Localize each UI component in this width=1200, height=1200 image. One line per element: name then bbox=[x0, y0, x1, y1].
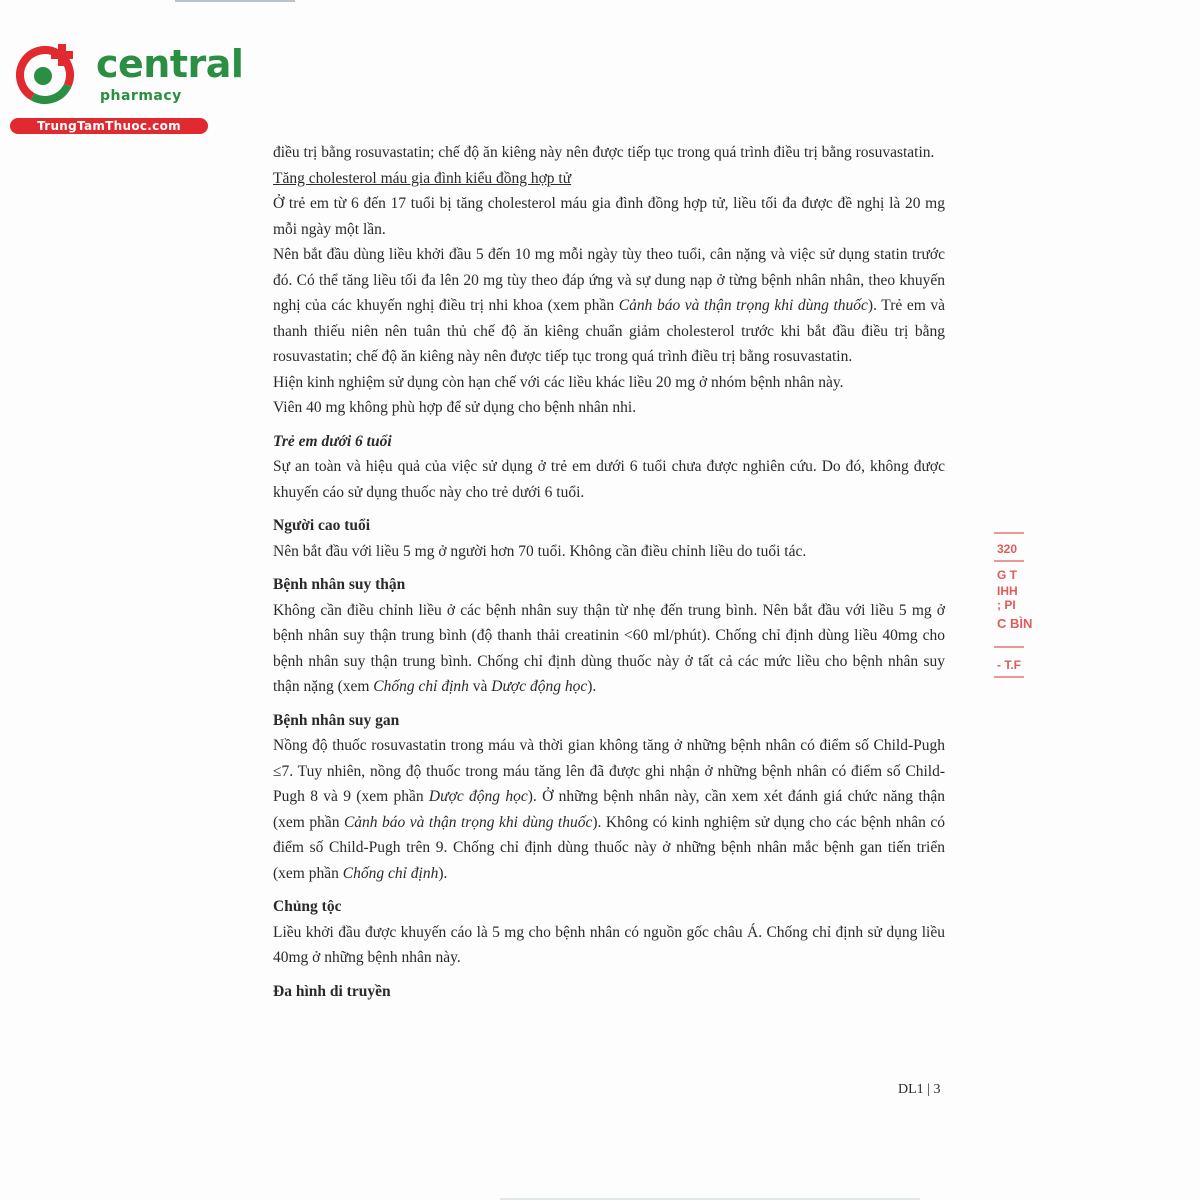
reference-contraindications: Chống chỉ định bbox=[342, 864, 439, 882]
reference-warnings: Cảnh báo và thận trọng khi dùng thuốc bbox=[618, 297, 868, 314]
paragraph-continuation: điều trị bằng rosuvastatin; chế độ ăn kiêng này nên được tiếp tục trong quá trình điều trị bằng rosuvastatin. bbox=[273, 144, 935, 161]
logo-brand-name: central bbox=[96, 42, 244, 86]
reference-warnings: Cảnh báo và thận trọng khi dùng thuốc bbox=[343, 813, 593, 831]
paragraph-renal-impairment: Không cần điều chỉnh liều ở các bệnh nhân suy thận từ nhẹ đến trung bình. Nên bắt đầu với liều 5 mg ở bệnh nhân suy thận trung bình (độ thanh thải creatinin <60 ml/phút). Chống chỉ định dùng liều 40mg cho bệnh nhân suy thận trung bình. Chống chỉ định dùng thuốc này ở tất cả các mức liều cho bệnh nhân suy thận nặng (xem Chống chỉ định và Dược động học). bbox=[273, 601, 945, 695]
paragraph-children-under-6: Sự an toàn và hiệu quả của việc sử dụng ở trẻ em dưới 6 tuổi chưa được nghiên cứu. Do đó, không được khuyến cáo sử dụng thuốc này cho trẻ dưới 6 tuổi. bbox=[273, 458, 945, 501]
scan-edge-top bbox=[175, 0, 295, 2]
paragraph-race: Liều khởi đầu được khuyến cáo là 5 mg cho bệnh nhân có nguồn gốc châu Á. Chống chỉ định sử dụng liều 40mg ở những bệnh nhân này. bbox=[273, 923, 945, 966]
paragraph-limited-experience: Hiện kinh nghiệm sử dụng còn hạn chế với các liều khác liều 20 mg ở nhóm bệnh nhân này. bbox=[273, 373, 844, 391]
red-stamp bbox=[994, 530, 1033, 680]
heading-race: Chủng tộc bbox=[273, 898, 342, 915]
central-pharmacy-logo[interactable] bbox=[10, 38, 244, 138]
heading-genetic-polymorphism: Đa hình di truyền bbox=[273, 982, 391, 1000]
paragraph-starting-dose: Nên bắt đầu dùng liều khởi đầu 5 đến 10 mg mỗi ngày tùy theo tuổi, cân nặng và việc sử dụng statin trước đó. Có thể tăng liều tối đa lên 20 mg tùy theo đáp ứng và sự dung nạp ở từng bệnh nhân nhân, theo khuyến nghị của các khuyến nghị điều trị nhi khoa (xem phần Cảnh báo và thận trọng khi dùng thuốc). Trẻ em và thanh thiếu niên nên tuân thủ chế độ ăn kiêng chuẩn giảm cholesterol trước khi bắt đầu điều trị bằng rosuvastatin; chế độ ăn kiêng này nên được tiếp tục trong quá trình điều trị bằng rosuvastatin. bbox=[273, 246, 945, 365]
document-body bbox=[273, 140, 945, 1004]
stamp-text: C BÌN bbox=[997, 616, 1033, 631]
heading-hepatic-impairment: Bệnh nhân suy gan bbox=[273, 711, 400, 729]
reference-pharmacokinetics: Dược động học bbox=[491, 678, 588, 695]
stamp-text: 320 bbox=[997, 542, 1018, 556]
heading-homozygous-hypercholesterolemia: Tăng cholesterol máu gia đình kiểu đồng hợp tử bbox=[273, 169, 572, 187]
heading-children-under-6: Trẻ em dưới 6 tuổi bbox=[273, 432, 392, 450]
stamp-text: IHH bbox=[997, 584, 1018, 598]
stamp-text: ; PI bbox=[997, 598, 1016, 612]
heading-elderly: Người cao tuổi bbox=[273, 517, 371, 534]
page-number: DL1 | 3 bbox=[898, 1082, 941, 1097]
logo-brand-subtitle: pharmacy bbox=[100, 88, 182, 104]
paragraph-40mg-not-suitable: Viên 40 mg không phù hợp để sử dụng cho bệnh nhân nhi. bbox=[273, 399, 637, 416]
stamp-text: - T.F bbox=[997, 658, 1021, 672]
pharmacy-cross-logo-icon bbox=[10, 38, 80, 108]
logo-website-url[interactable]: TrungTamThuoc.com bbox=[10, 118, 208, 134]
stamp-text: G T bbox=[997, 568, 1017, 582]
paragraph-max-dose: Ở trẻ em từ 6 đến 17 tuổi bị tăng cholesterol máu gia đình đồng hợp tử, liều tối đa được đề nghị là 20 mg mỗi ngày một lần. bbox=[273, 195, 945, 238]
heading-renal-impairment: Bệnh nhân suy thận bbox=[273, 576, 406, 593]
paragraph-hepatic-impairment: Nồng độ thuốc rosuvastatin trong máu và thời gian không tăng ở những bệnh nhân có điểm số Child-Pugh ≤7. Tuy nhiên, nồng độ thuốc trong máu tăng lên đã được ghi nhận ở những bệnh nhân có điểm số Child-Pugh 8 và 9 (xem phần Dược động học). Ở những bệnh nhân này, cần xem xét đánh giá chức năng thận (xem phần Cảnh báo và thận trọng khi dùng thuốc). Không có kinh nghiệm sử dụng cho các bệnh nhân có điểm số Child-Pugh trên 9. Chống chỉ định dùng thuốc này ở những bệnh nhân mắc bệnh gan tiến triển (xem phần Chống chỉ định). bbox=[273, 737, 945, 882]
reference-contraindications: Chống chỉ định bbox=[373, 678, 469, 695]
reference-pharmacokinetics: Dược động học bbox=[428, 788, 528, 805]
paragraph-elderly: Nên bắt đầu với liều 5 mg ở người hơn 70 tuổi. Không cần điều chỉnh liều do tuổi tác. bbox=[273, 542, 807, 560]
